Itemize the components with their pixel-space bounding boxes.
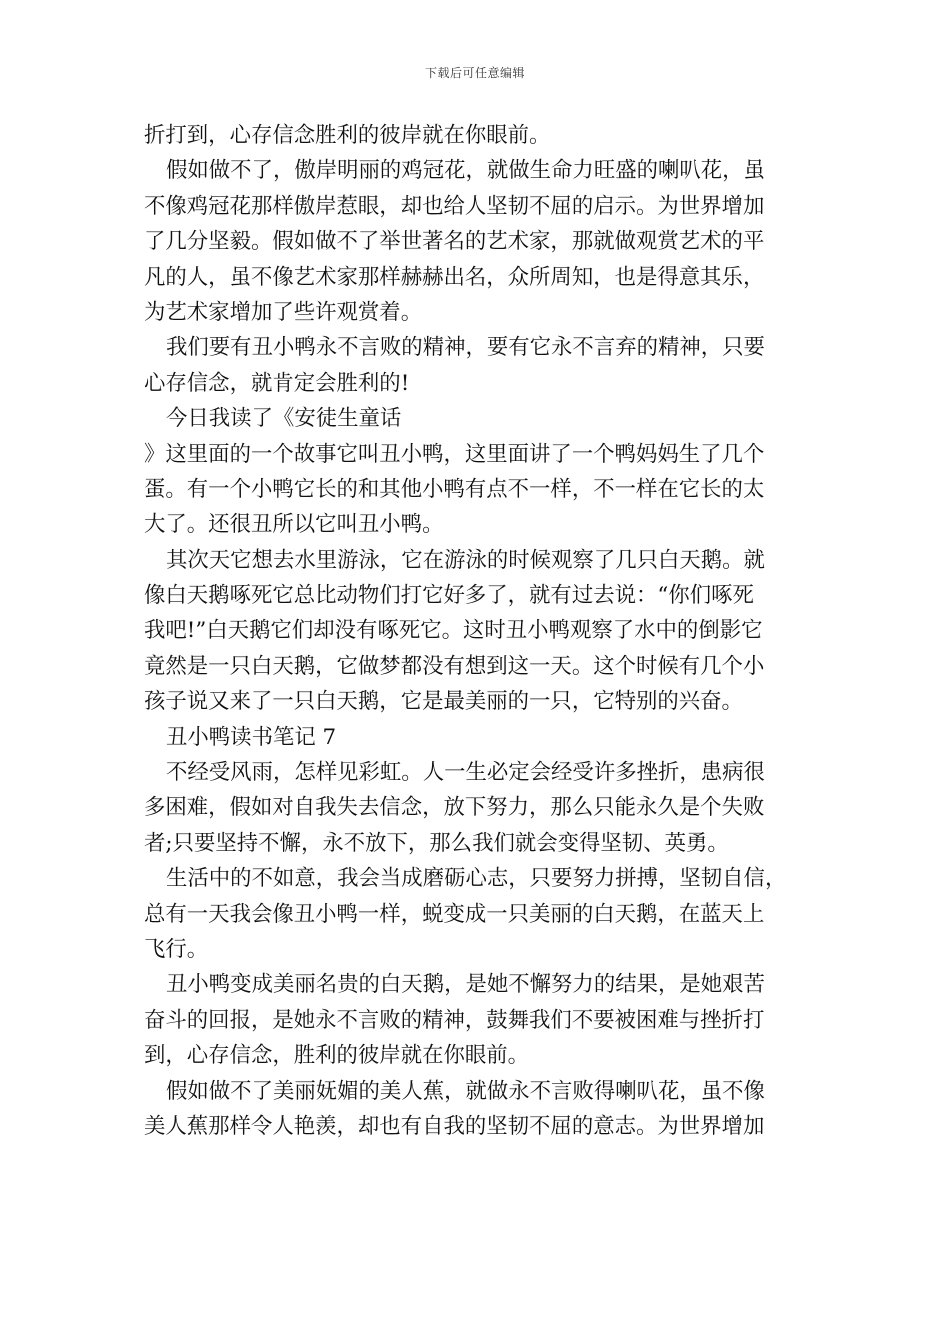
text-line: 了几分坚毅。假如做不了举世著名的艺术家，那就做观赏艺术的平 (144, 229, 765, 255)
text-line: 假如做不了，傲岸明丽的鸡冠花，就做生命力旺盛的喇叭花，虽 (166, 158, 765, 184)
text-line: 》这里面的一个故事它叫丑小鸭，这里面讲了一个鸭妈妈生了几个 (144, 441, 765, 467)
text-line: 者;只要坚持不懈，永不放下，那么我们就会变得坚韧、英勇。 (144, 830, 729, 856)
text-line: 竟然是一只白天鹅，它做梦都没有想到这一天。这个时候有几个小 (144, 653, 765, 679)
text-line: 飞行。 (144, 936, 209, 962)
text-line: 不经受风雨，怎样见彩虹。人一生必定会经受许多挫折，患病很 (166, 760, 765, 786)
text-line: 折打到，心存信念胜利的彼岸就在你眼前。 (144, 123, 551, 148)
text-line: 凡的人，虽不像艺术家那样赫赫出名，众所周知，也是得意其乐， (144, 264, 765, 290)
text-line: 多困难，假如对自我失去信念，放下努力，那么只能永久是个失败 (144, 795, 765, 821)
text-line: 今日我读了《安徒生童话 (166, 406, 402, 432)
text-line: 我吧!”白天鹅它们却没有啄死它。这时丑小鸭观察了水中的倒影它 (144, 618, 763, 644)
text-line: 心存信念，就肯定会胜利的! (144, 370, 410, 396)
text-line: 不像鸡冠花那样傲岸惹眼，却也给人坚韧不屈的启示。为世界增加 (144, 193, 765, 219)
text-line: 我们要有丑小鸭永不言败的精神，要有它永不言弃的精神，只要 (166, 335, 765, 361)
text-line: 生活中的不如意，我会当成磨砺心志，只要努力拼搏，坚韧自信， (166, 866, 787, 892)
text-line: 其次天它想去水里游泳，它在游泳的时候观察了几只白天鹅。就 (166, 547, 765, 573)
text-line: 蛋。有一个小鸭它长的和其他小鸭有点不一样，不一样在它长的太 (144, 476, 765, 502)
text-line: 美人蕉那样令人艳羡，却也有自我的坚韧不屈的意志。为世界增加 (144, 1113, 765, 1139)
document-body (144, 118, 809, 1144)
text-line: 到，心存信念，胜利的彼岸就在你眼前。 (144, 1043, 530, 1069)
text-line: 丑小鸭变成美丽名贵的白天鹅，是她不懈努力的结果，是她艰苦 (166, 972, 765, 998)
text-line: 孩子说又来了一只白天鹅，它是最美丽的一只，它特别的兴奋。 (144, 689, 743, 715)
page-header: 下载后可任意编辑 (424, 66, 525, 80)
text-line: 丑小鸭读书笔记 7 (166, 724, 337, 750)
text-line: 大了。还很丑所以它叫丑小鸭。 (144, 512, 444, 538)
text-line: 假如做不了美丽妩媚的美人蕉，就做永不言败得喇叭花，虽不像 (166, 1078, 765, 1104)
text-line: 总有一天我会像丑小鸭一样，蜕变成一只美丽的白天鹅，在蓝天上 (144, 901, 765, 927)
text-line: 为艺术家增加了些许观赏着。 (144, 299, 423, 325)
text-line: 像白天鹅啄死它总比动物们打它好多了，就有过去说：“你们啄死 (144, 583, 754, 609)
text-line: 奋斗的回报，是她永不言败的精神，鼓舞我们不要被困难与挫折打 (144, 1007, 765, 1033)
